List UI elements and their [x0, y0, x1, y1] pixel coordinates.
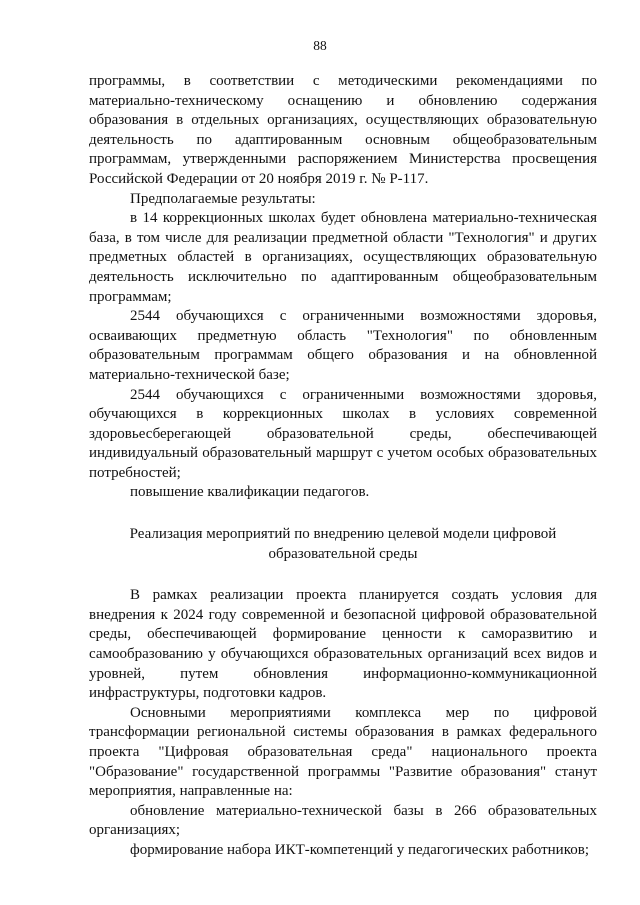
paragraph-result-qualification: повышение квалификации педагогов. [130, 484, 370, 501]
section-heading: Реализация мероприятий по внедрению целевой модели цифровой образовательной среды [129, 526, 557, 562]
paragraph-measure-ict-competencies: формирование набора ИКТ-компетенций у педагогических работников; [130, 841, 589, 858]
document-body [89, 72, 597, 861]
paragraph-result-schools: в 14 коррекционных школах будет обновлена материально-техническая база, в том числе для реализации предметной области "Технология" и других предметных областей в организациях, осуществляющих образовательную деятельность исключительно по адаптированным общеобразовательным программам; [89, 210, 597, 305]
paragraph-main-measures: Основными мероприятиями комплекса мер по цифровой трансформации региональной системы образования в рамках федерального проекта "Цифровая образовательная среда" национального проекта "Образование" государственной программы "Развитие образования" станут мероприятия, направленные на: [89, 704, 597, 800]
paragraph-result-environment: 2544 обучающихся с ограниченными возможностями здоровья, обучающихся в коррекционных школах в условиях современной здоровьесберегающей образовательной среды, обеспечивающей индивидуальный образовательный маршрут с учетом особых образовательных потребностей; [89, 386, 597, 481]
paragraph-continuation: программы, в соответствии с методическими рекомендациями по материально-техническому оснащению и обновлению содержания образования в отдельных организациях, осуществляющих образовательную деятельность по адаптированным основным общеобразовательным программам, утвержденными распоряжением Министерства просвещения Российской Федерации от 20 ноября 2019 г. № Р-117. [89, 73, 597, 187]
paragraph-expected-results: Предполагаемые результаты: [130, 190, 316, 207]
paragraph-digital-environment: В рамках реализации проекта планируется создать условия для внедрения к 2024 году современной и безопасной цифровой образовательной среды, обеспечивающей формирование ценности к саморазвитию и самообразованию у обучающихся образовательных организаций всех видов и уровней, путем обновления информационно-коммуникационной инфраструктуры, подготовки кадров. [89, 587, 597, 702]
page-number: 88 [313, 38, 327, 53]
paragraph-measure-base-update: обновление материально-технической базы в 266 образовательных организациях; [89, 802, 597, 839]
paragraph-result-technology: 2544 обучающихся с ограниченными возможностями здоровья, осваивающих предметную область "Технология" по обновленным образовательным программам общего образования и на обновленной материально-технической базе; [89, 308, 597, 383]
